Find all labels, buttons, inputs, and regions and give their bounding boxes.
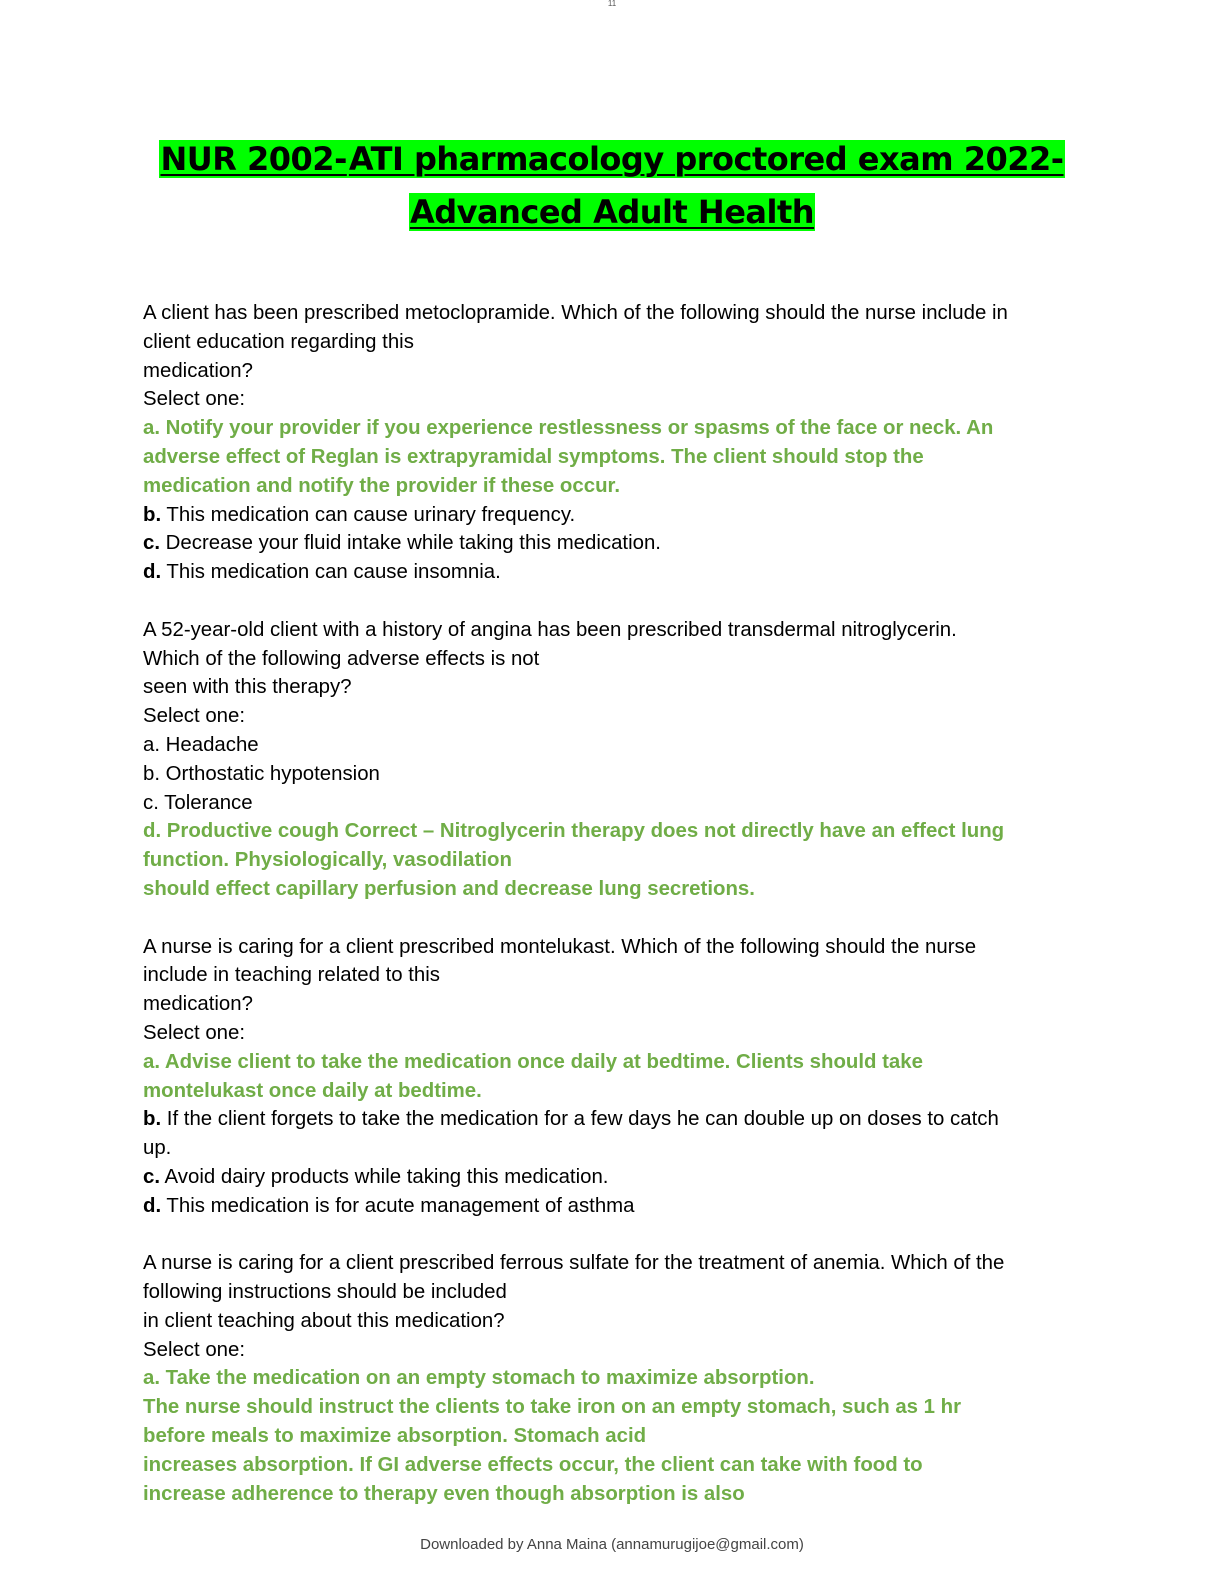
title-highlight-1a: NUR 2002- xyxy=(160,140,347,178)
correct-answer-line: montelukast once daily at bedtime. xyxy=(143,1079,482,1102)
page-header-mark: 11 xyxy=(607,0,617,8)
option-letter: c. xyxy=(143,532,161,555)
question-stem-line: following instructions should be included xyxy=(143,1281,507,1304)
question-stem-line: A client has been prescribed metoclopramide. Which of the following should the nurse include in xyxy=(143,302,1008,324)
correct-answer-line: should effect capillary perfusion and decrease lung secretions. xyxy=(143,877,755,900)
option-text: If the client forgets to take the medication for a few days he can double up on doses to catch xyxy=(161,1108,999,1131)
question-stem-line: A nurse is caring for a client prescribed montelukast. Which of the following should the nurse xyxy=(143,935,977,958)
answer-option xyxy=(143,1105,1078,1134)
question-list xyxy=(143,299,1078,1537)
answer-option: b. Orthostatic hypotension xyxy=(143,762,380,785)
answer-option-continued: up. xyxy=(143,1137,172,1160)
question-stem-line: A nurse is caring for a client prescribed ferrous sulfate for the treatment of anemia. Which of the xyxy=(143,1252,1005,1275)
select-prompt: Select one: xyxy=(143,705,246,728)
title-highlight-2: Advanced Adult Health xyxy=(409,193,815,231)
question-2 xyxy=(143,616,1078,904)
option-text: Avoid dairy products while taking this medication. xyxy=(160,1165,609,1188)
option-letter: b. xyxy=(143,503,162,526)
correct-answer-line: The nurse should instruct the clients to take iron on an empty stomach, such as 1 hr xyxy=(143,1396,962,1419)
correct-answer-line: increases absorption. If GI adverse effects occur, the client can take with food to xyxy=(143,1453,923,1476)
correct-answer-line: before meals to maximize absorption. Stomach acid xyxy=(143,1425,647,1448)
download-footer: Downloaded by Anna Maina (annamurugijoe@gmail.com) xyxy=(420,1536,804,1553)
select-prompt: Select one: xyxy=(143,388,246,411)
question-stem-line: medication? xyxy=(143,993,253,1016)
question-1 xyxy=(143,299,1078,587)
title-line-1 xyxy=(0,133,1224,186)
correct-answer-line: medication and notify the provider if these occur. xyxy=(143,474,620,497)
correct-answer-line: d. Productive cough Correct – Nitroglycerin therapy does not directly have an effect lung xyxy=(143,820,1005,843)
correct-answer-line: adverse effect of Reglan is extrapyramidal symptoms. The client should stop the xyxy=(143,445,924,468)
option-text: This medication can cause urinary frequency. xyxy=(161,503,576,526)
select-prompt: Select one: xyxy=(143,1021,246,1044)
answer-option: c. Tolerance xyxy=(143,791,253,814)
correct-answer-line: a. Advise client to take the medication once daily at bedtime. Clients should take xyxy=(143,1050,923,1073)
correct-answer-line: function. Physiologically, vasodilation xyxy=(143,849,512,872)
question-stem-line: medication? xyxy=(143,359,253,382)
option-letter: d. xyxy=(143,1194,162,1217)
title-line-2 xyxy=(0,186,1224,239)
document-title xyxy=(0,133,1224,239)
option-text: This medication is for acute management of asthma xyxy=(161,1194,635,1217)
option-letter: b. xyxy=(143,1108,162,1131)
question-stem-line: client education regarding this xyxy=(143,330,414,353)
answer-option xyxy=(143,1163,1078,1192)
answer-option xyxy=(143,1192,1078,1221)
question-stem-line: A 52-year-old client with a history of angina has been prescribed transdermal nitroglycerin. xyxy=(143,618,957,641)
question-stem-line: include in teaching related to this xyxy=(143,964,440,987)
answer-option xyxy=(143,529,1078,558)
option-text: Decrease your fluid intake while taking this medication. xyxy=(160,532,661,555)
select-prompt: Select one: xyxy=(143,1338,246,1361)
answer-option xyxy=(143,501,1078,530)
title-highlight-1b: ATI pharmacology proctored exam 2022- xyxy=(348,140,1064,178)
option-letter: c. xyxy=(143,1165,161,1188)
question-stem-line: Which of the following adverse effects is not xyxy=(143,647,540,670)
correct-answer-line: a. Take the medication on an empty stomach to maximize absorption. xyxy=(143,1367,815,1390)
question-stem-line: seen with this therapy? xyxy=(143,676,352,699)
correct-answer-line: a. Notify your provider if you experience restlessness or spasms of the face or neck. An xyxy=(143,417,994,440)
question-stem-line: in client teaching about this medication? xyxy=(143,1309,505,1332)
option-letter: d. xyxy=(143,561,162,584)
answer-option xyxy=(143,558,1078,587)
option-text: This medication can cause insomnia. xyxy=(161,561,501,584)
question-3 xyxy=(143,933,1078,1221)
question-4 xyxy=(143,1249,1078,1508)
answer-option: a. Headache xyxy=(143,733,259,756)
correct-answer-line: increase adherence to therapy even though absorption is also xyxy=(143,1482,745,1505)
